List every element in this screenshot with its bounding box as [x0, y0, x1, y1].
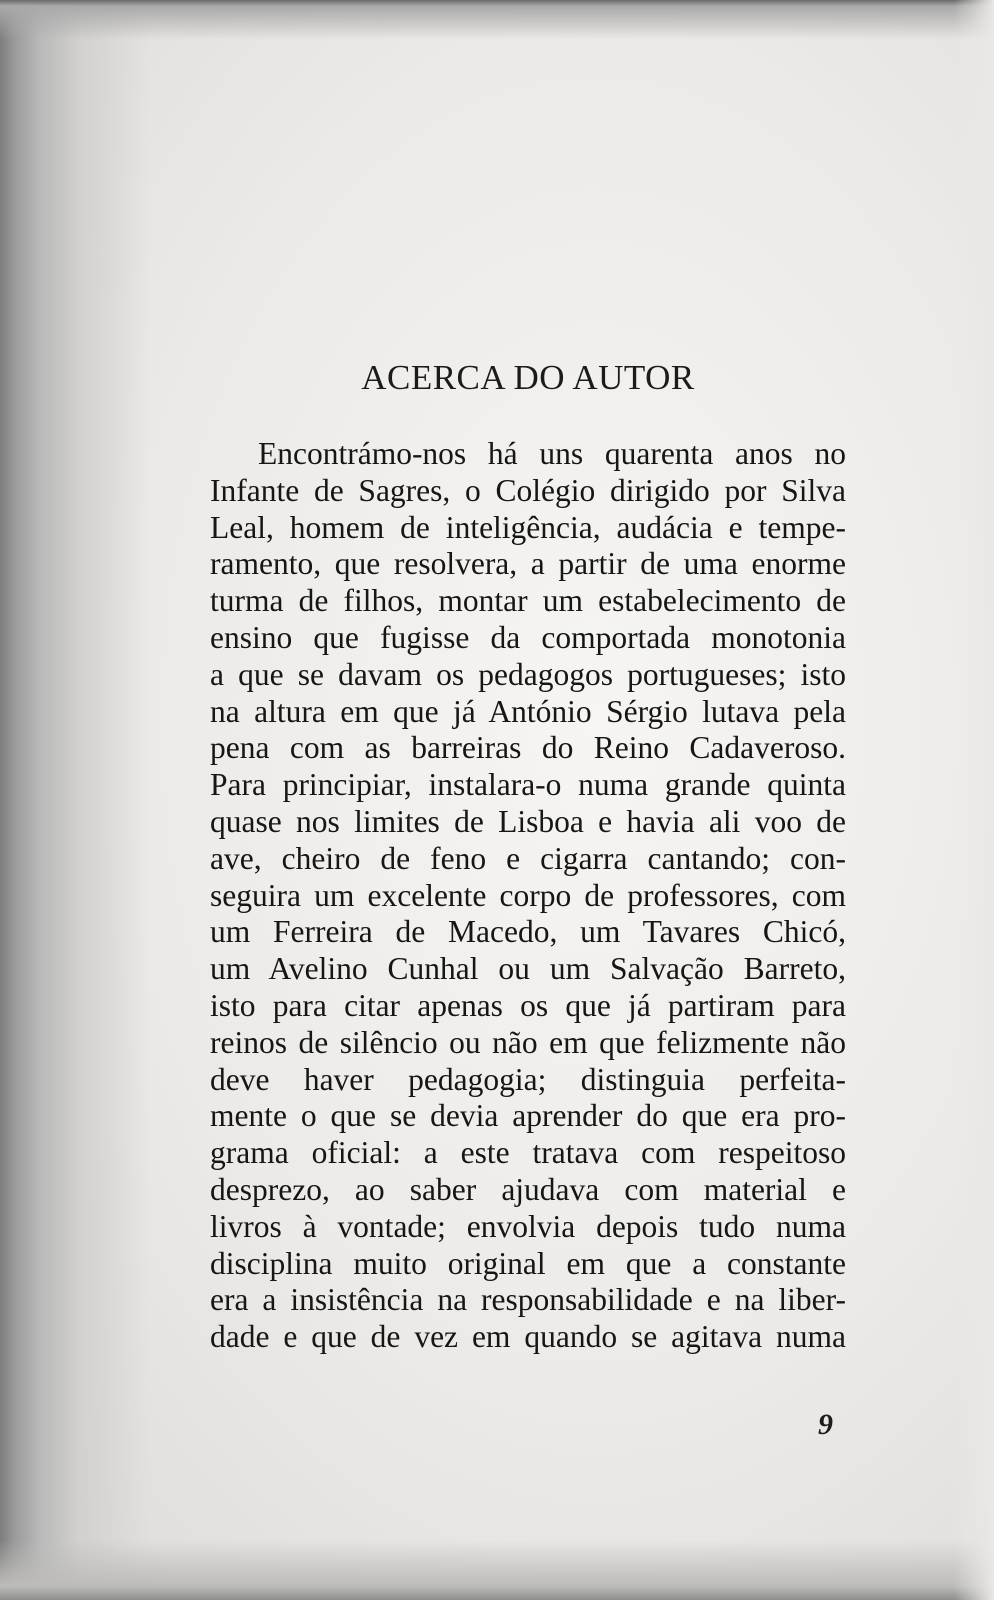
- text-line: Leal, homem de inteligência, audácia e tempe-: [210, 509, 846, 545]
- page-bottom-shadow: [0, 1540, 994, 1600]
- text-line: grama oficial: a este tratava com respeitoso: [210, 1135, 846, 1171]
- text-line: quase nos limites de Lisboa e havia ali voo de: [210, 803, 846, 839]
- text-line: ensino que fugisse da comportada monotonia: [210, 619, 846, 655]
- text-line: turma de filhos, montar um estabelecimento de: [210, 583, 846, 619]
- text-line: deve haver pedagogia; distinguia perfeita-: [210, 1061, 846, 1097]
- text-line: isto para citar apenas os que já partiram para: [210, 987, 846, 1023]
- text-line: dade e que de vez em quando se agitava numa: [210, 1319, 846, 1355]
- text-line: ave, cheiro de feno e cigarra cantando; con-: [210, 840, 846, 876]
- text-line: mente o que se devia aprender do que era pro-: [210, 1098, 846, 1134]
- chapter-title: ACERCA DO AUTOR: [361, 358, 695, 397]
- text-line: um Avelino Cunhal ou um Salvação Barreto,: [210, 951, 846, 987]
- text-line: era a insistência na responsabilidade e na liber-: [210, 1282, 846, 1318]
- text-line: na altura em que já António Sérgio lutava pela: [210, 693, 846, 729]
- page-binding-shadow: [0, 0, 150, 1600]
- page-top-shadow: [0, 0, 994, 40]
- text-line: reinos de silêncio ou não em que felizmente não: [210, 1024, 846, 1060]
- text-line: desprezo, ao saber ajudava com material e: [210, 1171, 846, 1207]
- page-right-margin: [954, 0, 994, 1600]
- text-line: a que se davam os pedagogos portugueses; isto: [210, 656, 846, 692]
- page-number: 9: [818, 1408, 833, 1441]
- text-line: Para principiar, instalara-o numa grande quinta: [210, 767, 846, 803]
- text-line: pena com as barreiras do Reino Cadaveroso.: [210, 730, 846, 766]
- text-line: livros à vontade; envolvia depois tudo numa: [210, 1208, 846, 1244]
- text-line: seguira um excelente corpo de professores, com: [210, 877, 846, 913]
- text-line: ramento, que resolvera, a partir de uma enorme: [210, 546, 846, 582]
- text-line: um Ferreira de Macedo, um Tavares Chicó,: [210, 914, 846, 950]
- body-paragraph: [210, 436, 846, 1356]
- text-line: disciplina muito original em que a constante: [210, 1245, 846, 1281]
- text-line: Infante de Sagres, o Colégio dirigido por Silva: [210, 472, 846, 508]
- text-line: Encontrámo-nos há uns quarenta anos no: [258, 436, 846, 471]
